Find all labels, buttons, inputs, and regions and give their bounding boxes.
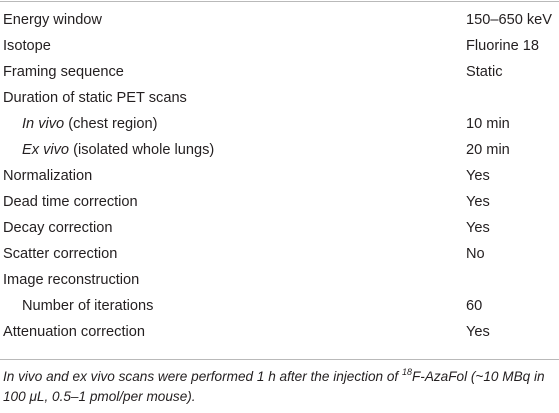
table-row <box>0 293 559 319</box>
row-value: Yes <box>466 324 490 340</box>
table-row <box>0 59 559 85</box>
row-value: 60 <box>466 298 483 314</box>
table-top-rule <box>0 1 559 2</box>
row-parameter: Image reconstruction <box>3 272 140 288</box>
row-parameter-italic: Ex vivo <box>22 142 70 158</box>
footnote-superscript: 18 <box>401 367 412 377</box>
row-value: Yes <box>466 194 490 210</box>
row-parameter: Framing sequence <box>3 64 124 80</box>
row-parameter: Dead time correction <box>3 194 138 210</box>
row-parameter-rest: (chest region) <box>64 116 158 132</box>
table-row <box>0 267 559 293</box>
table-row <box>0 189 559 215</box>
row-value: Fluorine 18 <box>466 38 540 54</box>
table-row <box>0 319 559 345</box>
footnote-text-before: In vivo and ex vivo scans were performed 1 h after the injection of <box>3 369 402 384</box>
row-value: No <box>466 246 485 262</box>
row-value: Yes <box>466 220 490 236</box>
row-parameter-italic: In vivo <box>22 116 65 132</box>
table-bottom-rule <box>0 359 559 360</box>
table-row <box>0 137 559 163</box>
table-row <box>0 7 559 33</box>
row-parameter: Decay correction <box>3 220 113 236</box>
table-row <box>0 163 559 189</box>
row-parameter: Duration of static PET scans <box>3 90 187 106</box>
row-value: Static <box>466 64 503 80</box>
row-parameter <box>22 137 214 163</box>
row-value: Yes <box>466 168 490 184</box>
row-parameter-rest: (isolated whole lungs) <box>69 142 215 158</box>
row-value: 20 min <box>466 142 510 158</box>
table-row <box>0 111 559 137</box>
row-parameter: Energy window <box>3 12 102 28</box>
table-row <box>0 85 559 111</box>
row-parameter: Scatter correction <box>3 246 118 262</box>
table-row <box>0 241 559 267</box>
row-parameter: Normalization <box>3 168 93 184</box>
row-parameter: Number of iterations <box>22 298 154 314</box>
table-footnote <box>3 367 553 407</box>
table-row <box>0 215 559 241</box>
row-parameter: Attenuation correction <box>3 324 145 340</box>
table-row <box>0 33 559 59</box>
footnote-text-after: F-AzaFol (~10 MBq in 100 μL, 0.5–1 pmol/per mouse). <box>3 369 545 404</box>
row-value: 10 min <box>466 116 510 132</box>
row-value: 150–650 keV <box>466 12 553 28</box>
row-parameter <box>22 111 157 137</box>
row-parameter: Isotope <box>3 38 51 54</box>
